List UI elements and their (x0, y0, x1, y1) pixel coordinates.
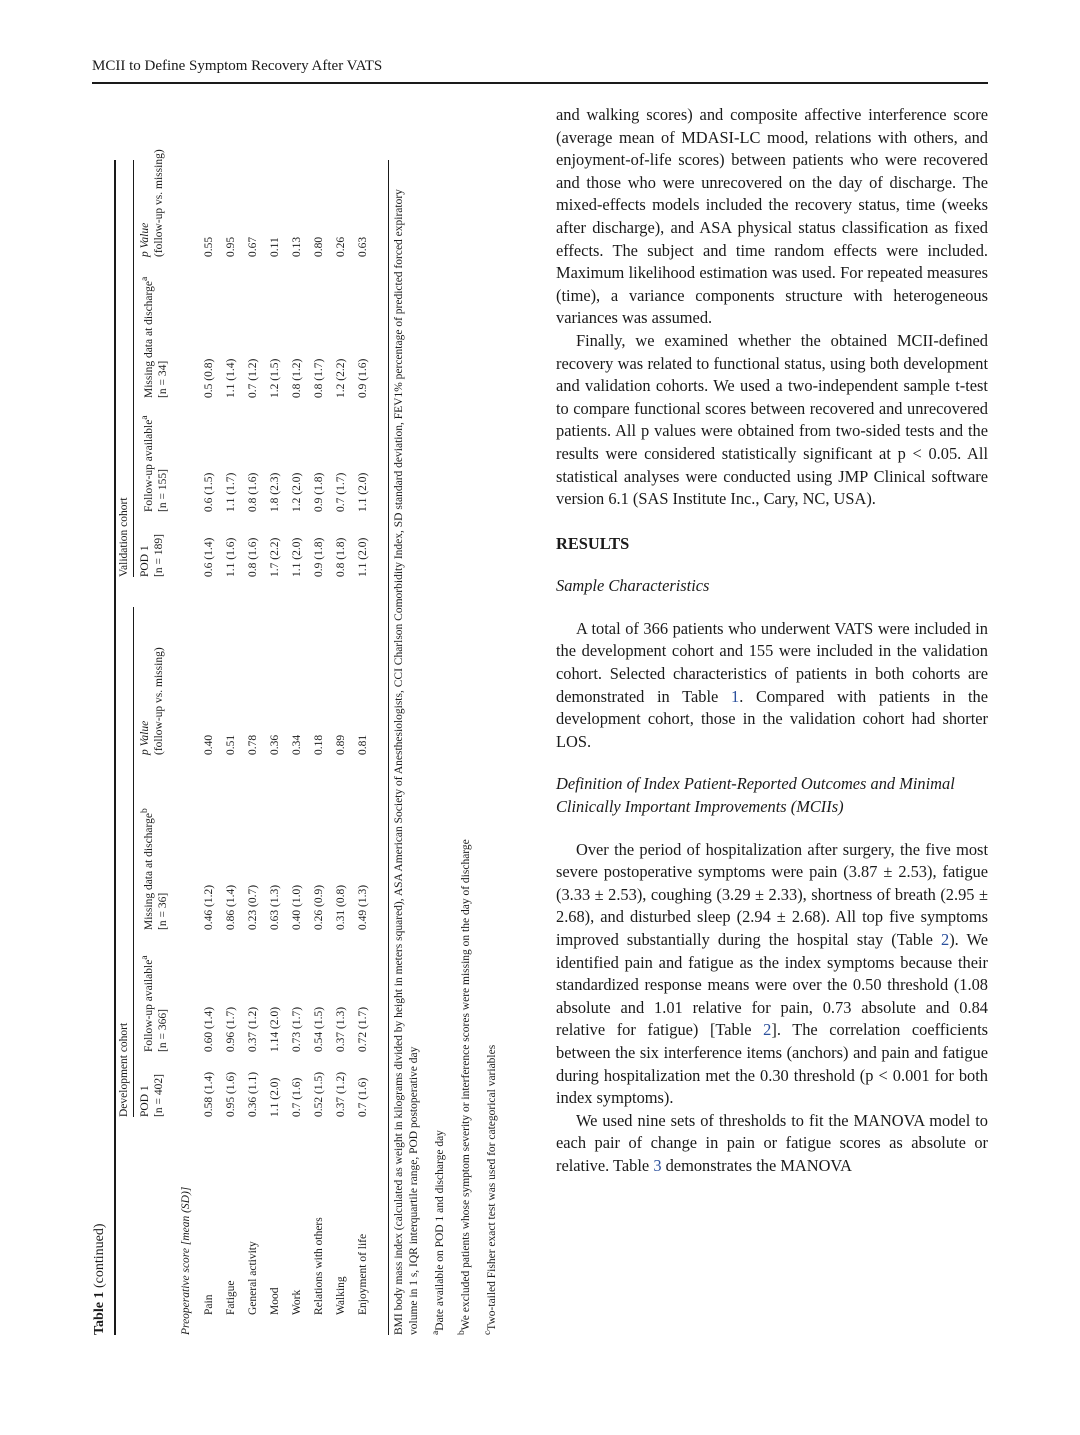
col-head-dev-follow: Follow-up available$^a$ [n = 366] (139, 955, 169, 1052)
paragraph-sample: A total of 366 patients who underwent VATS were included in the development cohort and 155 were included in the validation cohort. Selected characteristics of patients in both cohorts are demonstrated in Table 1. Compared with patients in the development cohort, those in the validation cohort had shorter LOS. (556, 618, 988, 751)
col-head-val-pod1: POD 1 [n = 189] (139, 534, 165, 577)
col-head-dev-pod1: POD 1 [n = 402] (139, 1074, 165, 1117)
table-row: Relations with others 0.52 (1.5) 0.54 (1.5) 0.26 (0.9) 0.18 0.9 (1.8) 0.9 (1.8) 0.8 (1.7) 0.80 (313, 236, 325, 1315)
header-rule (92, 82, 988, 84)
group-validation-rule (133, 160, 134, 577)
body-text-column (556, 104, 988, 1178)
col-head-dev-missing: Missing data at discharge$^b$ [n = 36] (139, 808, 169, 930)
paragraph-manova: We used nine sets of thresholds to fit the MANOVA model to each pair of change in pain or fatigue scores as absolute or relative. Table 3 demonstrates the MANOVA (556, 1110, 988, 1175)
table-row: Pain 0.58 (1.4) 0.60 (1.4) 0.46 (1.2) 0.40 0.6 (1.4) 0.6 (1.5) 0.5 (0.8) 0.55 (203, 236, 215, 1315)
group-validation-cohort: Validation cohort (118, 497, 130, 577)
table-row: Mood 1.1 (2.0) 1.14 (2.0) 0.63 (1.3) 0.36 1.7 (2.2) 1.8 (2.3) 1.2 (1.5) 0.11 (269, 237, 281, 1315)
table-2-link[interactable]: 2 (941, 930, 950, 949)
table-top-rule (114, 160, 116, 1335)
table-1-rotated (88, 100, 498, 1335)
table-1-container (88, 100, 498, 1335)
footnote-a: $^a$Date available on POD 1 and discharge day (430, 1130, 446, 1335)
col-head-val-missing: Missing data at discharge$^a$ [n = 34] (139, 276, 169, 398)
table-footnotes (392, 160, 505, 1335)
table-caption-number: Table 1 (92, 1291, 107, 1335)
paragraph-functional-status: Finally, we examined whether the obtained MCII-defined recovery was related to functional status, using both development and validation cohorts. We used a two-independent sample t-test to compare functional scores between recovered and unrecovered patients. All p values were obtained from two-sided tests and the results were considered statistically significant at p < 0.05. All statistical analyses were conducted using JMP Clinical software version 6.1 (SAS Institute Inc., Cary, NC, USA). (556, 330, 988, 509)
table-caption (92, 1224, 108, 1335)
subheading-sample-characteristics: Sample Characteristics (556, 576, 710, 596)
table-row: Walking 0.37 (1.2) 0.37 (1.3) 0.31 (0.8) 0.89 0.8 (1.8) 0.7 (1.7) 1.2 (2.2) 0.26 (335, 236, 347, 1315)
group-development-rule (133, 607, 134, 1117)
table-row: Enjoyment of life 0.7 (1.6) 0.72 (1.7) 0.49 (1.3) 0.81 1.1 (2.0) 1.1 (2.0) 0.9 (1.6) 0.63 (357, 236, 369, 1315)
footnote-c: $^c$Two-tailed Fisher exact test was used for categorical variables (481, 1044, 498, 1335)
table-row: General activity 0.36 (1.1) 0.37 (1.2) 0.23 (0.7) 0.78 0.8 (1.6) 0.8 (1.6) 0.7 (1.2) 0.67 (247, 236, 259, 1315)
running-head: MCII to Define Symptom Recovery After VATS (92, 58, 383, 74)
footnote-abbreviations: BMI body mass index (calculated as weight in kilograms divided by height in meters squared), ASA American Society of Anesthesiologists, CCI Charlson Comorbidity Index, SD standard deviation, FEV1% percentage of predicted forced expiratory volume in 1 s, IQR interquartile range, POD postoperative day (393, 189, 420, 1335)
paragraph-index-symptoms: Over the period of hospitalization after surgery, the five most severe postoperative symptoms were pain (3.87 ± 2.53), fatigue (3.33 ± 2.53), coughing (3.29 ± 2.33), shortness of breath (2.95 ± 2.68), and disturbed sleep (2.94 ± 2.68). All top five symptoms improved substantially during the hospital stay (Table 2). We identified pain and fatigue as the index symptoms because their standardized response means were over the 0.50 threshold (1.08 absolute and 1.01 relative for pain, 0.73 absolute and 0.84 relative for fatigue) [Table 2]. The correlation coefficients between the six interference items (anchors) and pain and fatigue during hospitalization met the 0.30 threshold (p < 0.001 for both index symptoms). (556, 839, 988, 1108)
footnote-b: $^b$We excluded patients whose symptom severity or interference scores were missing on the day of discharge (455, 839, 472, 1335)
col-head-dev-p: p Value (follow-up vs. missing) (139, 647, 165, 755)
subheading-definition-mcii: Definition of Index Patient-Reported Outcomes and Minimal Clinically Important Improvements (MCIIs) (556, 774, 955, 817)
table-section-label: Preoperative score [mean (SD)] (180, 1186, 192, 1335)
table-caption-suffix: (continued) (92, 1223, 107, 1292)
table-2-link[interactable]: 2 (763, 1020, 772, 1040)
col-head-val-p: p Value (follow-up vs. missing) (139, 149, 165, 257)
paragraph-methods-cont: and walking scores) and composite affective interference score (average mean of MDASI-LC mood, relations with others, and enjoyment-of-life scores) between patients who were recovered and those who were unrecovered on the day of discharge. The mixed-effects models included the recovery status, time (weeks after discharge), and ASA physical status classification as fixed effects. The subject and time random effects were included. Maximum likelihood estimation was used. For repeated measures (time), a variance components structure with heterogeneous variances was assumed. (556, 105, 988, 328)
col-head-val-follow: Follow-up available$^a$ [n = 155] (139, 415, 169, 512)
table-row: Work 0.7 (1.6) 0.73 (1.7) 0.40 (1.0) 0.34 1.1 (2.0) 1.2 (2.0) 0.8 (1.2) 0.13 (291, 236, 303, 1315)
table-row: Fatigue 0.95 (1.6) 0.96 (1.7) 0.86 (1.4) 0.51 1.1 (1.6) 1.1 (1.7) 1.1 (1.4) 0.95 (225, 236, 237, 1315)
group-development-cohort: Development cohort (118, 1022, 130, 1117)
table-3-link[interactable]: 3 (653, 1155, 662, 1175)
results-heading: RESULTS (556, 533, 630, 553)
table-1-link[interactable]: 1 (731, 686, 740, 706)
table-bottom-rule (388, 160, 389, 1335)
